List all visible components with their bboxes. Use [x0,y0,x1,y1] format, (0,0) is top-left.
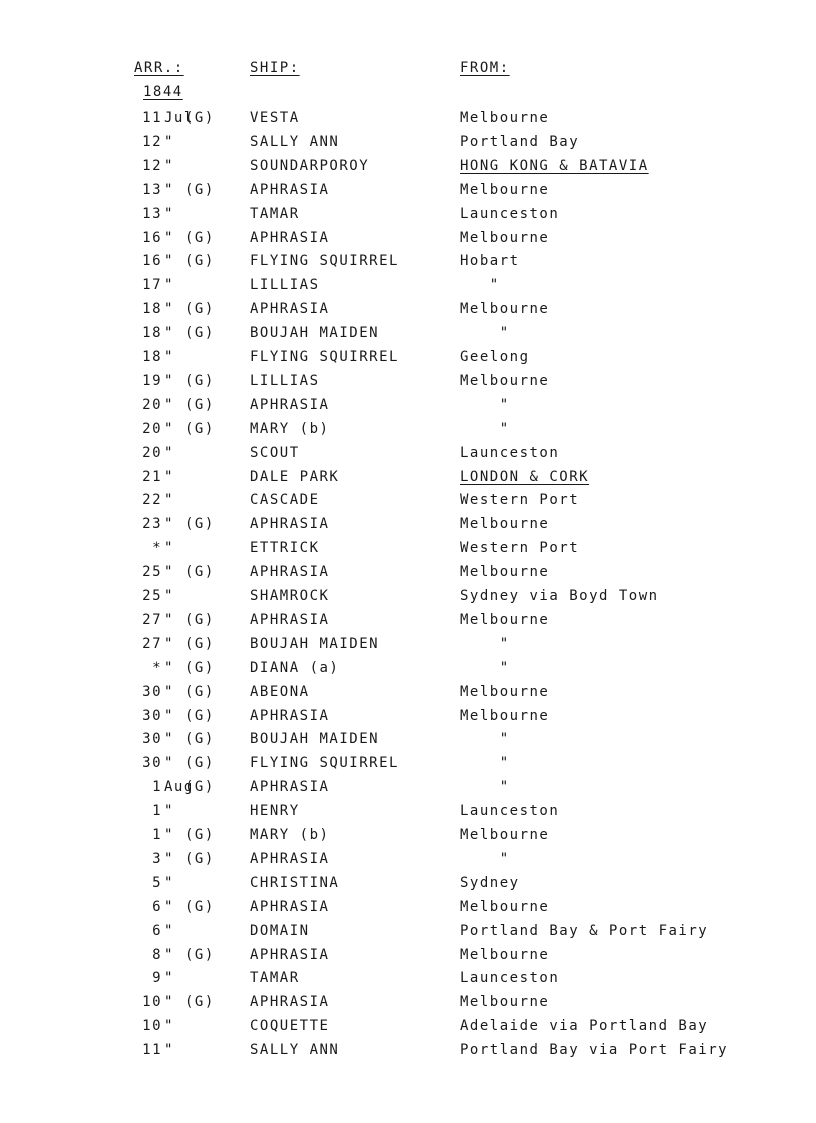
arrival-day: 12 [142,157,162,174]
table-row [0,275,816,299]
arrival-month: " [164,540,174,557]
origin-port: Melbourne [460,516,550,533]
ship-name: HENRY [250,803,300,820]
arrival-month: " [164,420,174,437]
arrival-month: " [164,588,174,604]
origin-port: Hobart [460,253,520,270]
arrival-month: Aug [164,779,194,796]
ship-name: SALLY ANN [250,1042,340,1059]
arrival-day: 11 [142,1042,162,1059]
government-flag: (G) [185,110,215,126]
ship-name: APHRASIA [250,946,330,963]
origin-port: Western Port [460,492,580,509]
ship-name: FLYING SQUIRREL [250,253,399,270]
table-row [0,634,816,658]
origin-port: " [460,420,510,437]
arrival-day: 30 [142,683,162,700]
government-flag: (G) [185,396,215,413]
arrival-day: 25 [142,588,162,604]
ship-name: SALLY ANN [250,133,340,150]
government-flag: (G) [185,755,215,772]
arrival-month: Jul [164,110,194,126]
arrival-month: " [164,372,174,389]
government-flag: (G) [185,683,215,700]
table-row [0,945,816,969]
origin-port: Portland Bay [460,133,580,150]
ship-name: APHRASIA [250,779,330,796]
arrival-day: 10 [142,994,162,1011]
arrival-month: " [164,301,174,318]
origin-port: " [460,396,510,413]
origin-port: Sydney via Boyd Town [460,588,659,604]
origin-port: " [460,755,510,772]
government-flag: (G) [185,181,215,198]
origin-port: Melbourne [460,301,550,318]
origin-port: Portland Bay via Port Fairy [460,1042,729,1059]
arrival-month: " [164,277,174,294]
table-row [0,992,816,1016]
origin-port: " [460,325,510,342]
arrival-day: 19 [142,372,162,389]
table-row [0,395,816,419]
table-row [0,443,816,467]
ship-name: APHRASIA [250,564,330,581]
ship-name: SOUNDARPOROY [250,157,370,174]
arrival-month: " [164,731,174,748]
table-row [0,514,816,538]
origin-port: HONG KONG & BATAVIA [460,157,649,174]
arrival-day: * [152,540,162,557]
table-row [0,586,816,610]
arrival-month: " [164,157,174,174]
government-flag: (G) [185,564,215,581]
arrival-day: 27 [142,611,162,628]
arrival-month: " [164,970,174,987]
government-flag: (G) [185,253,215,270]
table-row [0,849,816,873]
arrival-day: 10 [142,1018,162,1035]
ship-name: CASCADE [250,492,320,509]
table-row [0,921,816,945]
arrival-month: " [164,874,174,891]
arrival-day: 27 [142,635,162,652]
arrival-day: 12 [142,133,162,150]
table-row [0,610,816,634]
arrival-day: 1 [152,779,162,796]
origin-port: Launceston [460,444,560,461]
arrival-month: " [164,396,174,413]
origin-port: Sydney [460,874,520,891]
arrival-month: " [164,349,174,365]
table-row [0,658,816,682]
ship-name: BOUJAH MAIDEN [250,635,380,652]
table-row [0,323,816,347]
header-arr: ARR.: [134,60,184,76]
table-row [0,873,816,897]
arrival-day: 3 [152,850,162,867]
ship-name: MARY (b) [250,420,330,437]
ship-name: COQUETTE [250,1018,330,1035]
ship-name: APHRASIA [250,898,330,915]
arrival-month: " [164,253,174,270]
arrival-month: " [164,444,174,461]
ship-name: VESTA [250,110,300,126]
origin-port: Adelaide via Portland Bay [460,1018,709,1035]
arrival-month: " [164,898,174,915]
arrival-day: 8 [152,946,162,963]
origin-port: Melbourne [460,372,550,389]
arrival-month: " [164,1018,174,1035]
table-row [0,132,816,156]
year-label: 1844 [143,84,183,100]
origin-port: Launceston [460,205,560,222]
table-row [0,538,816,562]
table-row [0,299,816,323]
ship-name: LILLIAS [250,372,320,389]
government-flag: (G) [185,779,215,796]
origin-port: " [460,850,510,867]
arrival-month: " [164,325,174,342]
government-flag: (G) [185,611,215,628]
arrival-month: " [164,683,174,700]
table-row [0,682,816,706]
origin-port: Melbourne [460,994,550,1011]
government-flag: (G) [185,516,215,533]
arrival-day: 30 [142,755,162,772]
table-row [0,1040,816,1064]
arrival-day: 18 [142,301,162,318]
arrival-day: 6 [152,922,162,939]
table-row [0,228,816,252]
origin-port: Melbourne [460,611,550,628]
arrival-month: " [164,922,174,939]
origin-port: Melbourne [460,827,550,843]
origin-port: Melbourne [460,181,550,198]
origin-port: LONDON & CORK [460,468,590,485]
arrival-day: 16 [142,229,162,246]
arrival-day: 1 [152,827,162,843]
table-row [0,897,816,921]
government-flag: (G) [185,946,215,963]
arrival-day: 30 [142,731,162,748]
ship-name: TAMAR [250,970,300,987]
table-row [0,490,816,514]
ship-name: BOUJAH MAIDEN [250,325,380,342]
government-flag: (G) [185,325,215,342]
arrival-month: " [164,133,174,150]
ship-name: SCOUT [250,444,300,461]
origin-port: " [460,277,500,294]
table-row [0,419,816,443]
origin-port: " [460,731,510,748]
government-flag: (G) [185,707,215,724]
origin-port: Melbourne [460,946,550,963]
origin-port: Western Port [460,540,580,557]
ship-name: APHRASIA [250,611,330,628]
arrival-month: " [164,850,174,867]
arrival-month: " [164,492,174,509]
arrival-day: 22 [142,492,162,509]
origin-port: " [460,779,510,796]
ship-name: APHRASIA [250,229,330,246]
table-row [0,108,816,132]
arrival-day: 20 [142,420,162,437]
table-row [0,347,816,371]
table-row [0,706,816,730]
arrival-day: 13 [142,205,162,222]
ship-name: ABEONA [250,683,310,700]
ship-name: APHRASIA [250,994,330,1011]
table-row [0,180,816,204]
government-flag: (G) [185,850,215,867]
table-row [0,467,816,491]
arrival-month: " [164,827,174,843]
arrival-day: * [152,659,162,676]
origin-port: Launceston [460,970,560,987]
table-row [0,729,816,753]
table-row [0,204,816,228]
table-row [0,753,816,777]
origin-port: Melbourne [460,229,550,246]
table-row [0,825,816,849]
arrival-month: " [164,803,174,820]
arrival-day: 18 [142,349,162,365]
origin-port: Melbourne [460,898,550,915]
arrival-day: 13 [142,181,162,198]
origin-port: " [460,635,510,652]
origin-port: Geelong [460,349,530,365]
arrival-day: 23 [142,516,162,533]
arrival-day: 16 [142,253,162,270]
arrival-month: " [164,946,174,963]
arrival-day: 21 [142,468,162,485]
ship-name: DALE PARK [250,468,340,485]
arrival-month: " [164,659,174,676]
arrival-day: 1 [152,803,162,820]
arrival-month: " [164,516,174,533]
ship-name: APHRASIA [250,850,330,867]
origin-port: Portland Bay & Port Fairy [460,922,709,939]
arrival-day: 20 [142,396,162,413]
arrival-month: " [164,755,174,772]
arrival-day: 5 [152,874,162,891]
government-flag: (G) [185,898,215,915]
government-flag: (G) [185,301,215,318]
table-row [0,371,816,395]
arrival-day: 18 [142,325,162,342]
arrival-month: " [164,1042,174,1059]
ship-name: CHRISTINA [250,874,340,891]
government-flag: (G) [185,635,215,652]
ship-name: APHRASIA [250,396,330,413]
ship-name: BOUJAH MAIDEN [250,731,380,748]
table-row [0,156,816,180]
arrival-day: 17 [142,277,162,294]
header-from: FROM: [460,60,510,76]
government-flag: (G) [185,229,215,246]
ship-name: SHAMROCK [250,588,330,604]
arrival-month: " [164,611,174,628]
table-row [0,562,816,586]
origin-port: Melbourne [460,564,550,581]
arrival-day: 9 [152,970,162,987]
arrival-month: " [164,564,174,581]
government-flag: (G) [185,372,215,389]
table-row [0,801,816,825]
arrival-month: " [164,994,174,1011]
header-ship: SHIP: [250,60,300,76]
table-row [0,968,816,992]
ship-name: FLYING SQUIRREL [250,349,399,365]
ship-name: FLYING SQUIRREL [250,755,399,772]
ship-name: MARY (b) [250,827,330,843]
government-flag: (G) [185,994,215,1011]
ship-name: DIANA (a) [250,659,340,676]
origin-port: Melbourne [460,110,550,126]
arrival-month: " [164,635,174,652]
ship-name: ETTRICK [250,540,320,557]
arrival-day: 20 [142,444,162,461]
government-flag: (G) [185,827,215,843]
ship-name: DOMAIN [250,922,310,939]
ship-name: TAMAR [250,205,300,222]
table-row [0,1016,816,1040]
origin-port: " [460,659,510,676]
arrival-day: 11 [142,110,162,126]
ship-name: APHRASIA [250,516,330,533]
arrival-day: 6 [152,898,162,915]
government-flag: (G) [185,659,215,676]
ship-name: APHRASIA [250,181,330,198]
arrival-month: " [164,205,174,222]
arrival-day: 30 [142,707,162,724]
government-flag: (G) [185,420,215,437]
origin-port: Launceston [460,803,560,820]
ship-name: APHRASIA [250,301,330,318]
arrival-month: " [164,229,174,246]
origin-port: Melbourne [460,707,550,724]
origin-port: Melbourne [460,683,550,700]
table-row [0,777,816,801]
table-row [0,251,816,275]
arrival-day: 25 [142,564,162,581]
government-flag: (G) [185,731,215,748]
arrival-month: " [164,707,174,724]
ship-name: APHRASIA [250,707,330,724]
arrival-month: " [164,181,174,198]
arrival-month: " [164,468,174,485]
ship-name: LILLIAS [250,277,320,294]
